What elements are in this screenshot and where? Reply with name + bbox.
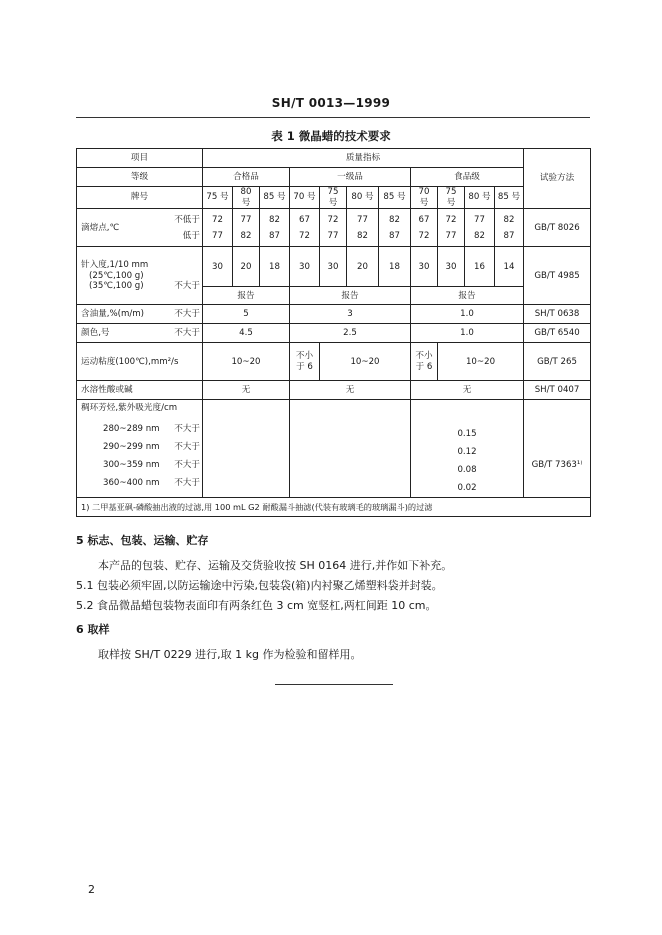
dp-max: 77 — [212, 230, 223, 241]
brand-cell: 85 号 — [379, 187, 411, 209]
dp-cell — [495, 209, 524, 247]
oil-method: SH/T 0638 — [524, 305, 591, 324]
dp-max: 87 — [503, 230, 515, 241]
dp-cell — [260, 209, 290, 247]
oil-cell: 3 — [290, 305, 411, 324]
dp-max: 87 — [389, 230, 400, 241]
min-limit-label: 不低于 — [174, 214, 200, 225]
max-limit-label: 低于 — [182, 230, 200, 241]
section-6-heading: 6 取样 — [76, 623, 110, 636]
brand-cell: 75 号 — [320, 187, 347, 209]
color-limit: 不大于 — [174, 328, 200, 339]
dp-max: 87 — [269, 230, 280, 241]
viscosity-nlt: 不小于 6 — [290, 343, 320, 381]
pen-cell: 30 — [290, 247, 320, 287]
penetration-limit: 不大于 — [174, 281, 200, 292]
viscosity-cell: 10~20 — [203, 343, 290, 381]
viscosity-cell: 10~20 — [438, 343, 524, 381]
aromatics-empty-cell — [203, 400, 290, 498]
dp-min: 67 — [418, 214, 430, 225]
pen-cell: 30 — [320, 247, 347, 287]
brand-cell: 80 号 — [465, 187, 495, 209]
aromatics-label: 稠环芳烃,紫外吸光度/cm — [81, 403, 178, 414]
oil-cell: 1.0 — [411, 305, 524, 324]
section-6-text: 取样按 SH/T 0229 进行,取 1 kg 作为检验和留样用。 — [98, 648, 362, 661]
acid-cell: 无 — [411, 381, 524, 400]
pen-cell: 20 — [347, 247, 379, 287]
dp-cell — [379, 209, 411, 247]
dp-cell — [320, 209, 347, 247]
dp-max: 72 — [299, 230, 310, 241]
header-rule — [76, 117, 590, 118]
dp-max: 82 — [357, 230, 368, 241]
penetration-label: 针入度,1/10 mm — [81, 259, 149, 270]
grade-row — [77, 168, 591, 187]
brand-label: 牌号 — [77, 187, 203, 209]
color-label-cell — [77, 324, 203, 343]
oil-label-cell — [77, 305, 203, 324]
penetration-cond2: (35℃,100 g) — [89, 281, 144, 292]
aromatics-value: 0.15 — [457, 429, 477, 440]
dropping-point-label-cell — [77, 209, 203, 247]
brand-cell: 70 号 — [411, 187, 438, 209]
aromatics-range: 290~299 nm — [103, 442, 160, 453]
pen-report: 报告 — [411, 287, 524, 305]
aromatics-row — [77, 400, 591, 498]
viscosity-method: GB/T 265 — [524, 343, 591, 381]
pen-report: 报告 — [203, 287, 290, 305]
dp-min: 72 — [327, 214, 339, 225]
aromatics-value: 0.12 — [457, 447, 477, 458]
pen-cell: 20 — [233, 247, 260, 287]
oil-row — [77, 305, 591, 324]
dp-min: 67 — [299, 214, 310, 225]
oil-label: 含油量,%(m/m) — [81, 309, 145, 320]
grade-cell: 一级品 — [290, 168, 411, 187]
aromatics-value: 0.02 — [457, 483, 477, 494]
section-5-intro: 本产品的包装、贮存、运输及交货验收按 SH 0164 进行,并作如下补充。 — [98, 559, 453, 572]
viscosity-cell: 10~20 — [320, 343, 411, 381]
spec-table — [76, 148, 591, 517]
pen-cell: 30 — [438, 247, 465, 287]
brand-cell: 85 号 — [260, 187, 290, 209]
color-row — [77, 324, 591, 343]
running-header: SH/T 0013—1999 — [271, 96, 391, 110]
acid-cell: 无 — [290, 381, 411, 400]
pen-report: 报告 — [290, 287, 411, 305]
grade-cell: 食品级 — [411, 168, 524, 187]
aromatics-range: 360~400 nm — [103, 478, 160, 489]
viscosity-label: 运动粘度(100℃),mm²/s — [77, 343, 203, 381]
section-5-1: 5.1 包装必须牢固,以防运输途中污染,包装袋(箱)内衬聚乙烯塑料袋并封装。 — [76, 579, 443, 592]
dp-min: 77 — [474, 214, 485, 225]
aromatics-limit: 不大于 — [174, 478, 200, 489]
acid-label: 水溶性酸或碱 — [77, 381, 203, 400]
table-header-row — [77, 149, 591, 168]
dp-min: 82 — [269, 214, 280, 225]
viscosity-nlt: 不小于 6 — [411, 343, 438, 381]
pen-cell: 14 — [495, 247, 524, 287]
section-5-2: 5.2 食品微晶蜡包装物表面印有两条红色 3 cm 宽竖杠,两杠间距 10 cm。 — [76, 599, 437, 612]
col-item-header: 项目 — [77, 149, 203, 168]
color-method: GB/T 6540 — [524, 324, 591, 343]
aromatics-empty-cell — [290, 400, 411, 498]
dp-cell — [347, 209, 379, 247]
color-label: 颜色,号 — [81, 328, 110, 339]
brand-cell: 80 号 — [347, 187, 379, 209]
col-quality-header: 质量指标 — [203, 149, 524, 168]
dp-cell — [203, 209, 233, 247]
dp-min: 82 — [389, 214, 400, 225]
brand-cell: 75 号 — [203, 187, 233, 209]
brand-cell: 75 号 — [438, 187, 465, 209]
footnote-row — [77, 498, 591, 517]
dropping-point-row — [77, 209, 591, 247]
brand-cell: 85 号 — [495, 187, 524, 209]
aromatics-values-cell — [411, 400, 524, 498]
viscosity-row — [77, 343, 591, 381]
aromatics-range: 280~289 nm — [103, 424, 160, 435]
dp-cell — [438, 209, 465, 247]
dp-max: 72 — [418, 230, 430, 241]
dp-min: 77 — [240, 214, 252, 225]
dp-min: 77 — [357, 214, 368, 225]
table-footnote: 1) 二甲基亚砜-磷酸抽出液的过滤,用 100 mL G2 耐酸漏斗抽滤(代装有玻璃毛的玻璃漏斗)的过滤 — [77, 498, 591, 517]
col-method-header: 试验方法 — [524, 149, 591, 209]
end-rule — [275, 684, 393, 685]
brand-row — [77, 187, 591, 209]
dp-max: 77 — [327, 230, 339, 241]
pen-cell: 16 — [465, 247, 495, 287]
dp-method: GB/T 8026 — [524, 209, 591, 247]
pen-method: GB/T 4985 — [524, 247, 591, 305]
color-cell: 2.5 — [290, 324, 411, 343]
aromatics-method: GB/T 7363¹⁾ — [524, 400, 591, 498]
acid-cell: 无 — [203, 381, 290, 400]
aromatics-limit: 不大于 — [174, 424, 200, 435]
acid-row — [77, 381, 591, 400]
brand-cell: 80 号 — [233, 187, 260, 209]
dp-cell — [411, 209, 438, 247]
color-cell: 4.5 — [203, 324, 290, 343]
brand-cell: 70 号 — [290, 187, 320, 209]
dp-cell — [233, 209, 260, 247]
aromatics-range: 300~359 nm — [103, 460, 160, 471]
pen-cell: 18 — [379, 247, 411, 287]
penetration-row — [77, 247, 591, 287]
page-number: 2 — [88, 883, 95, 896]
dp-cell — [465, 209, 495, 247]
pen-cell: 30 — [203, 247, 233, 287]
oil-limit: 不大于 — [174, 309, 200, 320]
grade-label: 等级 — [77, 168, 203, 187]
dp-max: 82 — [240, 230, 252, 241]
dp-min: 82 — [503, 214, 515, 225]
penetration-cond1: (25℃,100 g) — [89, 270, 144, 281]
table-title: 表 1 微晶蜡的技术要求 — [271, 129, 391, 143]
aromatics-label-cell — [77, 400, 203, 498]
pen-cell: 18 — [260, 247, 290, 287]
dp-max: 77 — [445, 230, 457, 241]
dropping-point-label: 滴熔点,℃ — [81, 222, 120, 233]
color-cell: 1.0 — [411, 324, 524, 343]
dp-cell — [290, 209, 320, 247]
acid-method: SH/T 0407 — [524, 381, 591, 400]
dp-max: 82 — [474, 230, 485, 241]
dp-min: 72 — [445, 214, 457, 225]
aromatics-value: 0.08 — [457, 465, 477, 476]
penetration-label-cell — [77, 247, 203, 305]
aromatics-limit: 不大于 — [174, 442, 200, 453]
pen-cell: 30 — [411, 247, 438, 287]
section-5-heading: 5 标志、包装、运输、贮存 — [76, 534, 209, 547]
grade-cell: 合格品 — [203, 168, 290, 187]
dp-min: 72 — [212, 214, 223, 225]
aromatics-limit: 不大于 — [174, 460, 200, 471]
oil-cell: 5 — [203, 305, 290, 324]
